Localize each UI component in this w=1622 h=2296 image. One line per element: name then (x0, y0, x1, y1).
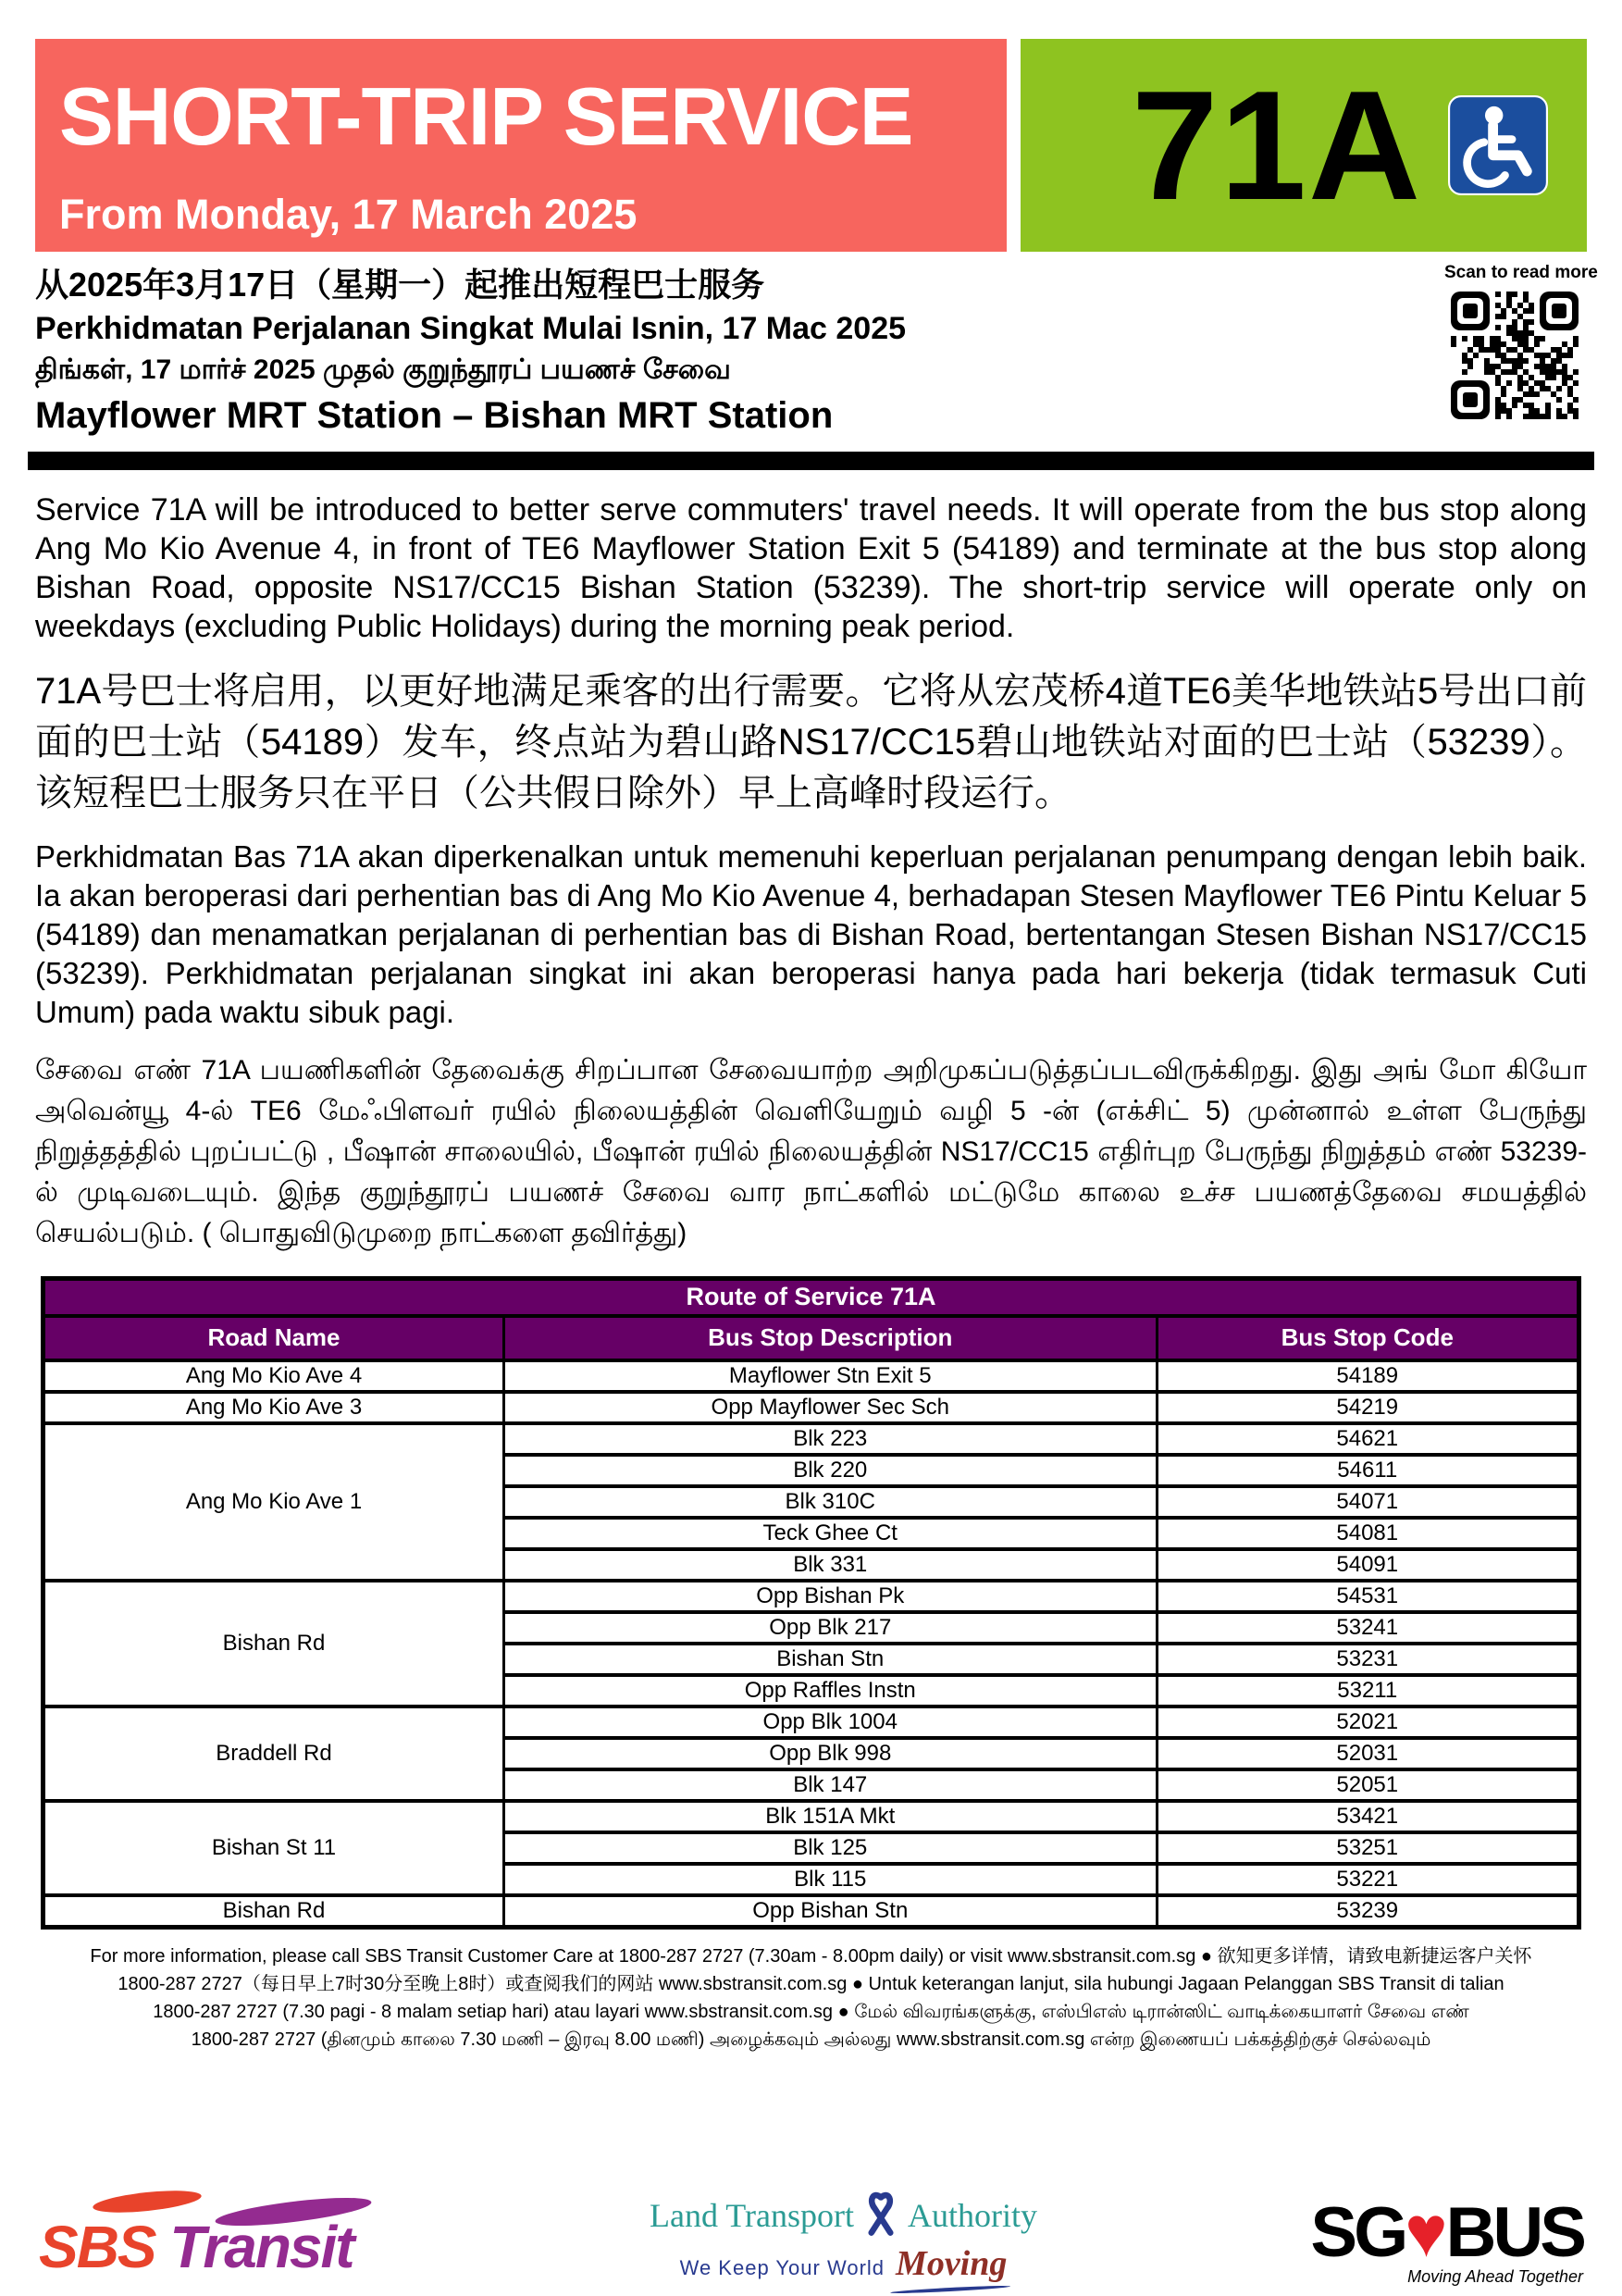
banner-effective-date: From Monday, 17 March 2025 (59, 191, 638, 238)
bus-stop-code-cell: 53421 (1157, 1801, 1579, 1832)
intro-line-malay: Perkhidmatan Perjalanan Singkat Mulai Isnin, 17 Mac 2025 (35, 311, 907, 346)
bus-stop-code-cell: 53239 (1157, 1895, 1579, 1928)
bus-stop-code-cell: 53241 (1157, 1612, 1579, 1644)
road-name-cell: Bishan Rd (43, 1895, 504, 1928)
bus-stop-code-cell: 54611 (1157, 1455, 1579, 1486)
bus-stop-desc-cell: Blk 147 (504, 1769, 1158, 1801)
paragraph-malay: Perkhidmatan Bas 71A akan diperkenalkan untuk memenuhi keperluan perjalanan penumpang dengan lebih baik. Ia akan beroperasi dari perhentian bas di Ang Mo Kio Avenue 4, berhadapan Stesen Mayflower TE6 Pintu Keluar 5 (54189) dan menamatkan perjalanan di perhentian bas di Bishan Road, bertentangan Stesen Bishan NS17/CC15 (53239). Perkhidmatan perjalanan singkat ini akan beroperasi hanya pada hari bekerja (tidak termasuk Cuti Umum) pada waktu sibuk pagi. (35, 839, 1587, 1029)
sgbus-tagline: Moving Ahead Together (1407, 2267, 1583, 2286)
footer-line: For more information, please call SBS Transit Customer Care at 1800-287 2727 (7.30am - 8.00pm daily) or visit www.sbstransit.com.sg ● 欲知更多详情，请致电新捷运客户关怀 (90, 1945, 1532, 1967)
lta-logo (650, 2190, 1037, 2284)
lta-name-land-transport: Land Transport (649, 2197, 854, 2234)
lta-logo-top (650, 2190, 1037, 2241)
table-row (43, 1706, 1579, 1738)
bus-stop-desc-cell: Opp Bishan Pk (504, 1581, 1158, 1612)
table-row (43, 1360, 1579, 1392)
lta-logo-tagline (650, 2243, 1037, 2284)
bus-stop-desc-cell: Blk 331 (504, 1549, 1158, 1581)
bus-stop-code-cell: 54081 (1157, 1518, 1579, 1549)
short-trip-banner (35, 39, 1007, 252)
sbs-logo-sbs: SBS (39, 2214, 155, 2280)
bus-stop-desc-cell: Mayflower Stn Exit 5 (504, 1360, 1158, 1392)
intro-line-tamil: திங்கள், 17 மார்ச் 2025 முதல் குறுந்தூரப் பயணச் சேவை (35, 354, 731, 385)
bus-stop-code-cell: 54071 (1157, 1486, 1579, 1518)
sbs-logo-transit: Transit (169, 2214, 353, 2280)
bus-stop-desc-cell: Opp Mayflower Sec Sch (504, 1392, 1158, 1423)
route-table (41, 1276, 1581, 1930)
bus-stop-code-cell: 54219 (1157, 1392, 1579, 1423)
road-name-cell: Braddell Rd (43, 1706, 504, 1801)
bus-stop-desc-cell: Blk 220 (504, 1455, 1158, 1486)
sbs-logo-text (39, 2213, 353, 2281)
header-banner-row (35, 39, 1587, 252)
bus-stop-code-cell: 52051 (1157, 1769, 1579, 1801)
bus-stop-code-cell: 54531 (1157, 1581, 1579, 1612)
bus-stop-desc-cell: Teck Ghee Ct (504, 1518, 1158, 1549)
column-header-bus-stop-code: Bus Stop Code (1157, 1316, 1579, 1360)
table-row (43, 1392, 1579, 1423)
bus-stop-code-cell: 54621 (1157, 1423, 1579, 1455)
column-header-road-name: Road Name (43, 1316, 504, 1360)
lta-name-authority: Authority (908, 2197, 1037, 2234)
bus-stop-code-cell: 52021 (1157, 1706, 1579, 1738)
road-name-cell: Ang Mo Kio Ave 4 (43, 1360, 504, 1392)
bus-stop-desc-cell: Blk 151A Mkt (504, 1801, 1158, 1832)
bus-stop-desc-cell: Opp Blk 998 (504, 1738, 1158, 1769)
bus-stop-desc-cell: Opp Raffles Instn (504, 1675, 1158, 1706)
table-row (43, 1801, 1579, 1832)
route-table-wrap (35, 1276, 1587, 1930)
sgbus-sg: SG (1310, 2193, 1405, 2272)
road-name-cell: Bishan Rd (43, 1581, 504, 1706)
logos-row (35, 2191, 1587, 2289)
qr-label: Scan to read more (1444, 263, 1598, 282)
sgbus-logo-text (1259, 2191, 1583, 2272)
footer-line: 1800-287 2727 (தினமும் காலை 7.30 மணி – இரவு 8.00 மணி) அழைக்கவும் அல்லது www.sbstransit.com.sg என்ற இணையப் பக்கத்திற்குச் செல்லவும் (191, 2029, 1431, 2050)
divider-bar (28, 452, 1594, 470)
bus-stop-code-cell: 53231 (1157, 1644, 1579, 1675)
wheelchair-accessible-icon (1448, 94, 1548, 196)
road-name-cell: Ang Mo Kio Ave 3 (43, 1392, 504, 1423)
intro-block (35, 263, 1598, 441)
route-title: Mayflower MRT Station – Bishan MRT Station (35, 395, 834, 436)
footer-line: 1800-287 2727（每日早上7时30分至晚上8时）或查阅我们的网站 www.sbstransit.com.sg ● Untuk keterangan lanjut, sila hubungi Jagaan Pelanggan SBS Transit di talian (118, 1973, 1504, 1994)
lta-tagline-text: We Keep Your World (679, 2256, 885, 2279)
service-number: 71A (1132, 58, 1423, 232)
bus-stop-code-cell: 52031 (1157, 1738, 1579, 1769)
bus-stop-code-cell: 53251 (1157, 1832, 1579, 1864)
road-name-cell: Ang Mo Kio Ave 1 (43, 1423, 504, 1581)
intro-line-chinese: 从2025年3月17日（星期一）起推出短程巴士服务 (35, 266, 765, 304)
paragraph-english: Service 71A will be introduced to better serve commuters' travel needs. It will operate from the bus stop along Ang Mo Kio Avenue 4, in front of TE6 Mayflower Station Exit 5 (54189) and terminate at the bus stop along Bishan Road, opposite NS17/CC15 Bishan Station (53239). The short-trip service will operate only on weekdays (excluding Public Holidays) during the morning peak period. (35, 492, 1587, 644)
route-table-title-row (43, 1279, 1579, 1316)
footer-contact-info (35, 1942, 1587, 2054)
bus-stop-code-cell: 54091 (1157, 1549, 1579, 1581)
bus-stop-desc-cell: Blk 310C (504, 1486, 1158, 1518)
bus-stop-desc-cell: Blk 115 (504, 1864, 1158, 1895)
bus-stop-desc-cell: Blk 223 (504, 1423, 1158, 1455)
sgbus-bus: BUS (1445, 2193, 1583, 2272)
bus-stop-desc-cell: Opp Bishan Stn (504, 1895, 1158, 1928)
sbs-transit-logo (39, 2196, 427, 2285)
route-table-title: Route of Service 71A (43, 1279, 1579, 1316)
paragraph-chinese: 71A号巴士将启用，以更好地满足乘客的出行需要。它将从宏茂桥4道TE6美华地铁站5号出口前面的巴士站（54189）发车，终点站为碧山路NS17/CC15碧山地铁站对面的巴士站（53239）。该短程巴士服务只在平日（公共假日除外）早上高峰时段运行。 (35, 671, 1587, 813)
table-row (43, 1581, 1579, 1612)
lta-ribbon-icon (863, 2190, 898, 2241)
service-number-panel (1021, 39, 1587, 252)
bus-stop-desc-cell: Opp Blk 217 (504, 1612, 1158, 1644)
bus-stop-code-cell: 53221 (1157, 1864, 1579, 1895)
lta-underline-swoosh (890, 2285, 1010, 2295)
bus-stop-desc-cell: Opp Blk 1004 (504, 1706, 1158, 1738)
bus-stop-desc-cell: Bishan Stn (504, 1644, 1158, 1675)
column-header-bus-stop-description: Bus Stop Description (504, 1316, 1158, 1360)
sgbus-logo (1259, 2191, 1583, 2286)
bus-stop-desc-cell: Blk 125 (504, 1832, 1158, 1864)
table-row (43, 1423, 1579, 1455)
qr-code (1445, 286, 1584, 425)
table-row (43, 1895, 1579, 1928)
paragraph-tamil: சேவை எண் 71A பயணிகளின் தேவைக்கு சிறப்பான சேவையாற்ற அறிமுகப்படுத்தப்படவிருக்கிறது. இது அங் மோ கியோ அவென்யூ 4-ல் TE6 மேஃபிளவர் ரயில் நிலையத்தின் வெளியேறும் வழி 5 -ன் (எக்சிட் 5) முன்னால் உள்ள பேருந்து நிறுத்தத்தில் புறப்பட்டு , பீஷான் சாலையில், பீஷான் ரயில் நிலையத்தின் NS17/CC15 எதிர்புற பேருந்து நிறுத்தம் எண் 53239- ல் முடிவடையும். இந்த குறுந்தூரப் பயணச் சேவை வார நாட்களில் மட்டுமே காலை உச்ச பயணத்தேவை சமயத்தில் செயல்படும். ( பொதுவிடுமுறை நாட்களை தவிர்த்து) (35, 1055, 1587, 1248)
heart-icon: ♥ (1405, 2191, 1446, 2272)
route-table-header-row (43, 1316, 1579, 1360)
bus-stop-code-cell: 54189 (1157, 1360, 1579, 1392)
bus-stop-code-cell: 53211 (1157, 1675, 1579, 1706)
road-name-cell: Bishan St 11 (43, 1801, 504, 1895)
banner-title: SHORT-TRIP SERVICE (59, 70, 913, 162)
footer-line: 1800-287 2727 (7.30 pagi - 8 malam setiap hari) atau layari www.sbstransit.com.sg ● மேல் விவரங்களுக்கு, எஸ்பிஎஸ் டிரான்ஸிட் வாடிக்கையாளர் சேவை எண் (153, 2001, 1469, 2022)
qr-block (1444, 263, 1598, 425)
lta-tagline-moving: Moving (896, 2243, 1007, 2284)
